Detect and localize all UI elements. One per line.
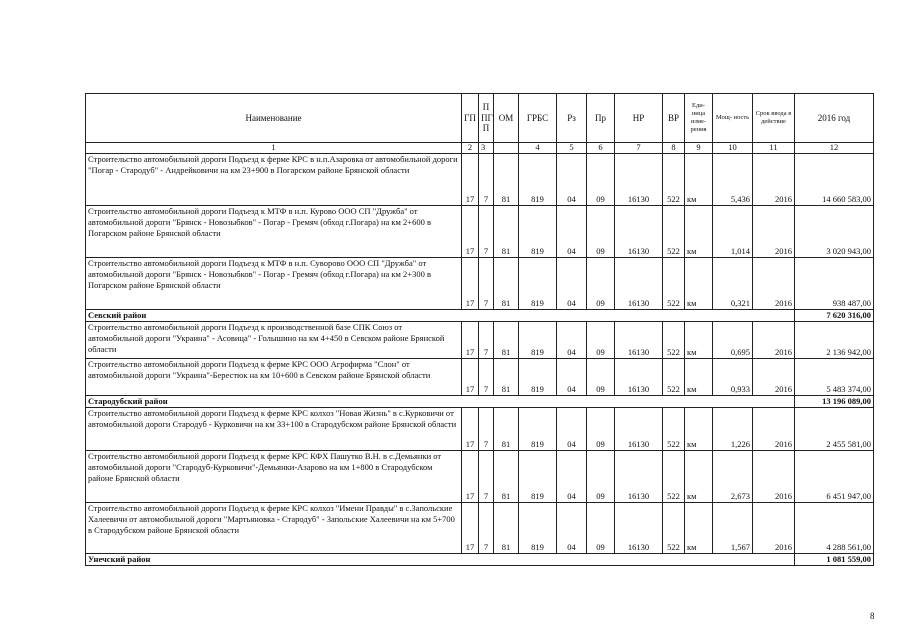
cell-om: 81 <box>494 154 519 206</box>
cell-power: 0,695 <box>713 322 753 359</box>
region-subtotal-row <box>86 310 874 322</box>
cell-rz: 04 <box>557 359 587 396</box>
cell-nr: 16130 <box>615 258 663 310</box>
cell-amount: 3 020 943,00 <box>795 206 874 258</box>
cell-gp: 17 <box>462 359 479 396</box>
column-number: 2 <box>462 143 479 154</box>
cell-gp: 17 <box>462 503 479 554</box>
cell-unit: км <box>685 154 713 206</box>
table-row <box>86 258 874 310</box>
cell-pr: 09 <box>587 206 615 258</box>
column-number: 5 <box>557 143 587 154</box>
cell-gp: 17 <box>462 408 479 451</box>
header-row <box>86 94 874 143</box>
cell-grbs: 819 <box>519 359 557 396</box>
table-row <box>86 154 874 206</box>
cell-rz: 04 <box>557 322 587 359</box>
cell-year: 2016 <box>753 408 795 451</box>
cell-pr: 09 <box>587 359 615 396</box>
page-number: 8 <box>870 611 875 621</box>
column-number: 3 <box>479 143 494 154</box>
cell-rz: 04 <box>557 451 587 503</box>
cell-vr: 522 <box>663 451 685 503</box>
cell-amount: 2 455 581,00 <box>795 408 874 451</box>
region-amount: 1 081 559,00 <box>795 554 874 566</box>
cell-unit: км <box>685 408 713 451</box>
cell-year: 2016 <box>753 322 795 359</box>
cell-vr: 522 <box>663 503 685 554</box>
cell-year: 2016 <box>753 451 795 503</box>
cell-gp: 17 <box>462 154 479 206</box>
header-power: Мощ- ность <box>713 94 753 143</box>
header-gp: ГП <box>462 94 479 143</box>
column-number: 9 <box>685 143 713 154</box>
project-name: Строительство автомобильной дороги Подъезд к МТФ в н.п. Суворово ООО СП "Дружба" от автомобильной дороги "Брянск - Новозыбков" - Погар - Гремяч (обход г.Погара) на км 2+300 в Погарском районе Брянской области <box>86 258 462 310</box>
cell-amount: 4 288 561,00 <box>795 503 874 554</box>
cell-nr: 16130 <box>615 322 663 359</box>
header-ppgp: П ПГ П <box>479 94 494 143</box>
cell-ppgp: 7 <box>479 503 494 554</box>
table-row <box>86 206 874 258</box>
cell-gp: 17 <box>462 206 479 258</box>
column-number: 1 <box>86 143 462 154</box>
cell-om: 81 <box>494 503 519 554</box>
cell-nr: 16130 <box>615 154 663 206</box>
cell-power: 1,014 <box>713 206 753 258</box>
cell-ppgp: 7 <box>479 154 494 206</box>
project-name: Строительство автомобильной дороги Подъезд к ферме КРС КФХ Пашутко В.Н. в с.Демьянки от автомобильной дороги "Стародуб-Курковичи"-Демьянки-Азарово на км 1+800 в Стародубском районе Брянской области <box>86 451 462 503</box>
cell-power: 5,436 <box>713 154 753 206</box>
project-name: Строительство автомобильной дороги Подъезд к ферме КРС колхоз "Имени Правды" в с.Запольские Халеевичи от автомобильной дороги "Мартьяновка - Стародуб" - Запольские Халеевичи на км 5+700 в Стародубском районе Брянской области <box>86 503 462 554</box>
cell-unit: км <box>685 322 713 359</box>
cell-grbs: 819 <box>519 503 557 554</box>
column-number <box>494 143 519 154</box>
cell-unit: км <box>685 503 713 554</box>
cell-grbs: 819 <box>519 322 557 359</box>
project-name: Строительство автомобильной дороги Подъезд к ферме КРС в н.п.Азаровка от автомобильной дороги "Погар - Стародуб" - Андрейковичи на км 23+900 в Погарском районе Брянской области <box>86 154 462 206</box>
cell-pr: 09 <box>587 451 615 503</box>
region-name: Унечский район <box>86 554 795 566</box>
table-row <box>86 451 874 503</box>
cell-nr: 16130 <box>615 359 663 396</box>
column-number: 12 <box>795 143 874 154</box>
cell-unit: км <box>685 451 713 503</box>
cell-om: 81 <box>494 408 519 451</box>
cell-ppgp: 7 <box>479 408 494 451</box>
cell-power: 2,673 <box>713 451 753 503</box>
cell-gp: 17 <box>462 322 479 359</box>
header-om: ОМ <box>494 94 519 143</box>
cell-om: 81 <box>494 322 519 359</box>
table-row <box>86 359 874 396</box>
region-name: Севский район <box>86 310 795 322</box>
cell-year: 2016 <box>753 503 795 554</box>
cell-vr: 522 <box>663 408 685 451</box>
header-grbs: ГРБС <box>519 94 557 143</box>
header-unit: Еди- ница изме- рения <box>685 94 713 143</box>
cell-om: 81 <box>494 359 519 396</box>
column-number: 6 <box>587 143 615 154</box>
budget-table <box>85 93 874 566</box>
cell-power: 0,321 <box>713 258 753 310</box>
header-pr: Пр <box>587 94 615 143</box>
cell-ppgp: 7 <box>479 206 494 258</box>
cell-year: 2016 <box>753 359 795 396</box>
cell-pr: 09 <box>587 322 615 359</box>
cell-amount: 938 487,00 <box>795 258 874 310</box>
cell-pr: 09 <box>587 503 615 554</box>
header-vr: ВР <box>663 94 685 143</box>
cell-amount: 5 483 374,00 <box>795 359 874 396</box>
cell-unit: км <box>685 258 713 310</box>
column-number: 7 <box>615 143 663 154</box>
cell-power: 0,933 <box>713 359 753 396</box>
cell-gp: 17 <box>462 451 479 503</box>
cell-amount: 2 136 942,00 <box>795 322 874 359</box>
region-subtotal-row <box>86 554 874 566</box>
column-number: 8 <box>663 143 685 154</box>
cell-unit: км <box>685 359 713 396</box>
header-rz: Рз <box>557 94 587 143</box>
project-name: Строительство автомобильной дороги Подъезд к производственной базе СПК Союз от автомобильной дороги "Украина" - Асовица" - Голышино на км 4+450 в Севском районе Брянской области <box>86 322 462 359</box>
header-nr: НР <box>615 94 663 143</box>
cell-year: 2016 <box>753 206 795 258</box>
cell-rz: 04 <box>557 206 587 258</box>
cell-rz: 04 <box>557 503 587 554</box>
cell-vr: 522 <box>663 258 685 310</box>
cell-unit: км <box>685 206 713 258</box>
cell-om: 81 <box>494 451 519 503</box>
cell-amount: 6 451 947,00 <box>795 451 874 503</box>
table-row <box>86 322 874 359</box>
cell-pr: 09 <box>587 154 615 206</box>
cell-year: 2016 <box>753 258 795 310</box>
table-row <box>86 408 874 451</box>
cell-vr: 522 <box>663 206 685 258</box>
cell-rz: 04 <box>557 258 587 310</box>
cell-pr: 09 <box>587 258 615 310</box>
cell-nr: 16130 <box>615 451 663 503</box>
cell-rz: 04 <box>557 154 587 206</box>
header-year: 2016 год <box>795 94 874 143</box>
project-name: Строительство автомобильной дороги Подъезд к ферме КРС колхоз "Новая Жизнь" в с.Курковичи от автомобильной дороги Стародуб - Курковичи на км 33+100 в Стародубском районе Брянской области <box>86 408 462 451</box>
cell-grbs: 819 <box>519 451 557 503</box>
region-amount: 7 620 316,00 <box>795 310 874 322</box>
column-number: 4 <box>519 143 557 154</box>
cell-nr: 16130 <box>615 503 663 554</box>
cell-om: 81 <box>494 258 519 310</box>
cell-grbs: 819 <box>519 258 557 310</box>
header-term: Срок ввода в действие <box>753 94 795 143</box>
cell-rz: 04 <box>557 408 587 451</box>
cell-pr: 09 <box>587 408 615 451</box>
cell-nr: 16130 <box>615 408 663 451</box>
cell-power: 1,226 <box>713 408 753 451</box>
cell-grbs: 819 <box>519 408 557 451</box>
cell-om: 81 <box>494 206 519 258</box>
cell-nr: 16130 <box>615 206 663 258</box>
column-number: 11 <box>753 143 795 154</box>
project-name: Строительство автомобильной дороги Подъезд к ферме КРС ООО Агрофирма "Слон" от автомобильной дороги "Украина"-Берестюк на км 10+600 в Севском районе Брянской области <box>86 359 462 396</box>
region-amount: 13 196 089,00 <box>795 396 874 408</box>
region-name: Стародубский район <box>86 396 795 408</box>
cell-ppgp: 7 <box>479 258 494 310</box>
cell-grbs: 819 <box>519 154 557 206</box>
cell-amount: 14 660 583,00 <box>795 154 874 206</box>
cell-ppgp: 7 <box>479 322 494 359</box>
cell-grbs: 819 <box>519 206 557 258</box>
column-number: 10 <box>713 143 753 154</box>
column-number-row <box>86 143 874 154</box>
cell-vr: 522 <box>663 154 685 206</box>
cell-vr: 522 <box>663 322 685 359</box>
header-name: Наименование <box>86 94 462 143</box>
cell-power: 1,567 <box>713 503 753 554</box>
cell-year: 2016 <box>753 154 795 206</box>
cell-ppgp: 7 <box>479 359 494 396</box>
cell-ppgp: 7 <box>479 451 494 503</box>
region-subtotal-row <box>86 396 874 408</box>
table-row <box>86 503 874 554</box>
cell-gp: 17 <box>462 258 479 310</box>
project-name: Строительство автомобильной дороги Подъезд к МТФ в н.п. Курово ООО СП "Дружба" от автомобильной дороги "Брянск - Новозыбков" - Погар - Гремяч (обход г.Погара) на км 2+600 в Погарском районе Брянской области <box>86 206 462 258</box>
cell-vr: 522 <box>663 359 685 396</box>
